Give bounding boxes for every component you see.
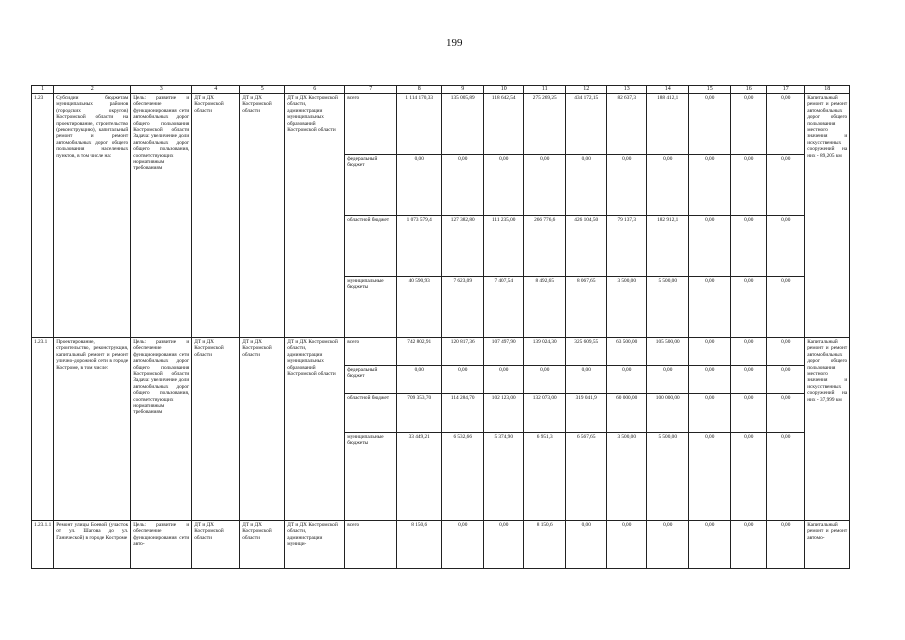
header-cell: 8 <box>397 86 442 94</box>
value-cell: 0,00 <box>689 433 731 521</box>
responsible-cell: ДТ и ДХ Костромской области <box>192 521 240 569</box>
value-cell: 0,00 <box>767 94 805 155</box>
row-number: 1.23.1.1 <box>32 521 54 569</box>
value-cell: 5 374,90 <box>484 433 524 521</box>
source-label: муниципальные бюджеты <box>345 277 397 338</box>
value-cell: 0,00 <box>731 521 767 569</box>
value-cell: 0,00 <box>731 216 767 277</box>
value-cell: 1 114 170,33 <box>397 94 442 155</box>
value-cell: 8 492,65 <box>524 277 566 338</box>
value-cell: 0,00 <box>607 366 647 394</box>
table-row <box>32 94 850 155</box>
value-cell: 0,00 <box>767 216 805 277</box>
value-cell: 0,00 <box>689 277 731 338</box>
value-cell: 0,00 <box>731 155 767 216</box>
value-cell: 182 912,1 <box>647 216 689 277</box>
header-cell: 17 <box>767 86 805 94</box>
value-cell: 8 067,65 <box>566 277 607 338</box>
goal-text: Цель: развитие и обеспечение функционирования сети автомобильных дорог общего пользования Костромской области Задача: увеличение доли автомобильных дорог общего пользования, соответствующих нормативным требованиям <box>131 94 192 338</box>
value-cell: 0,00 <box>731 277 767 338</box>
source-label: всего <box>345 338 397 366</box>
value-cell: 0,00 <box>442 155 484 216</box>
header-cell: 14 <box>647 86 689 94</box>
customer-cell: ДТ и ДХ Костромской области <box>240 94 285 338</box>
value-cell: 5 500,00 <box>647 433 689 521</box>
header-cell: 18 <box>805 86 850 94</box>
value-cell: 709 353,70 <box>397 394 442 433</box>
header-cell: 11 <box>524 86 566 94</box>
value-cell: 0,00 <box>767 366 805 394</box>
goal-text: Цель: развитие и обеспечение функционирования сети автомобильных дорог общего пользования Костромской области Задача: увеличение доли автомобильных дорог общего пользования, соответствующих нормативным требованиям <box>131 338 192 521</box>
value-cell: 0,00 <box>731 366 767 394</box>
value-cell: 0,00 <box>647 155 689 216</box>
value-cell: 0,00 <box>607 155 647 216</box>
value-cell: 0,00 <box>524 366 566 394</box>
value-cell: 0,00 <box>442 521 484 569</box>
value-cell: 118 642,54 <box>484 94 524 155</box>
value-cell: 1 073 579,4 <box>397 216 442 277</box>
value-cell: 100 000,00 <box>647 394 689 433</box>
header-cell: 7 <box>345 86 397 94</box>
goal-text: Цель: развитие и обеспечение функционирования сети авто- <box>131 521 192 569</box>
value-cell: 33 449,21 <box>397 433 442 521</box>
value-cell: 0,00 <box>484 366 524 394</box>
value-cell: 3 500,00 <box>607 433 647 521</box>
header-cell: 12 <box>566 86 607 94</box>
header-cell: 5 <box>240 86 285 94</box>
header-cell: 15 <box>689 86 731 94</box>
source-label: муниципальные бюджеты <box>345 433 397 521</box>
value-cell: 0,00 <box>647 366 689 394</box>
value-cell: 0,00 <box>689 94 731 155</box>
header-cell: 2 <box>54 86 131 94</box>
value-cell: 0,00 <box>442 366 484 394</box>
value-cell: 0,00 <box>767 433 805 521</box>
value-cell: 7 407,54 <box>484 277 524 338</box>
value-cell: 325 609,55 <box>566 338 607 366</box>
row-number: 1.23.1 <box>32 338 54 521</box>
executor-cell: ДТ и ДХ Костромской области, администрации муниципальных образований Костромской области <box>285 94 345 338</box>
value-cell: 0,00 <box>689 216 731 277</box>
value-cell: 7 623,09 <box>442 277 484 338</box>
value-cell: 114 284,70 <box>442 394 484 433</box>
source-label: областной бюджет <box>345 216 397 277</box>
row-number: 1.23 <box>32 94 54 338</box>
value-cell: 105 500,00 <box>647 338 689 366</box>
value-cell: 8 150,6 <box>397 521 442 569</box>
measure-name: Проектирование, строительство, реконструкция, капитальный ремонт и ремонт улично-дорожной сети в городе Костроме, в том числе: <box>54 338 131 521</box>
budget-table <box>31 85 850 569</box>
value-cell: 8 150,6 <box>524 521 566 569</box>
value-cell: 40 590,93 <box>397 277 442 338</box>
header-row <box>32 86 850 94</box>
value-cell: 0,00 <box>689 155 731 216</box>
value-cell: 63 500,00 <box>607 338 647 366</box>
header-cell: 6 <box>285 86 345 94</box>
value-cell: 5 500,00 <box>647 277 689 338</box>
value-cell: 319 041,9 <box>566 394 607 433</box>
responsible-cell: ДТ и ДХ Костромской области <box>192 338 240 521</box>
responsible-cell: ДТ и ДХ Костромской области <box>192 94 240 338</box>
value-cell: 6 532,66 <box>442 433 484 521</box>
result-text: Капитальный ремонт и ремонт автомо- <box>805 521 850 569</box>
measure-name: Ремонт улицы Боевой (участок от ул. Шагова до ул. Ганической) в городе Костроме <box>54 521 131 569</box>
value-cell: 0,00 <box>689 338 731 366</box>
value-cell: 0,00 <box>397 155 442 216</box>
value-cell: 0,00 <box>566 366 607 394</box>
header-cell: 1 <box>32 86 54 94</box>
header-cell: 10 <box>484 86 524 94</box>
value-cell: 0,00 <box>484 521 524 569</box>
value-cell: 120 817,36 <box>442 338 484 366</box>
value-cell: 0,00 <box>731 94 767 155</box>
value-cell: 0,00 <box>689 366 731 394</box>
executor-cell: ДТ и ДХ Костромской области, администрации муниципальных образований Костромской области <box>285 338 345 521</box>
header-cell: 4 <box>192 86 240 94</box>
header-cell: 3 <box>131 86 192 94</box>
value-cell: 0,00 <box>524 155 566 216</box>
source-label: областной бюджет <box>345 394 397 433</box>
measure-name: Субсидии бюджетам муниципальных районов (городских округов) Костромской области на проектирование, строительство (реконструкцию), капитальный ремонт и ремонт автомобильных дорог общего пользования населенных пунктов, в том числе на: <box>54 94 131 338</box>
value-cell: 426 104,50 <box>566 216 607 277</box>
value-cell: 0,00 <box>767 394 805 433</box>
source-label: федеральный бюджет <box>345 366 397 394</box>
value-cell: 82 637,3 <box>607 94 647 155</box>
value-cell: 6 951,3 <box>524 433 566 521</box>
value-cell: 107 497,90 <box>484 338 524 366</box>
value-cell: 0,00 <box>647 521 689 569</box>
value-cell: 0,00 <box>484 155 524 216</box>
value-cell: 275 269,25 <box>524 94 566 155</box>
value-cell: 3 500,00 <box>607 277 647 338</box>
value-cell: 742 802,91 <box>397 338 442 366</box>
value-cell: 135 005,89 <box>442 94 484 155</box>
value-cell: 139 024,30 <box>524 338 566 366</box>
value-cell: 79 137,3 <box>607 216 647 277</box>
value-cell: 0,00 <box>767 521 805 569</box>
value-cell: 111 235,00 <box>484 216 524 277</box>
value-cell: 0,00 <box>689 394 731 433</box>
customer-cell: ДТ и ДХ Костромской области <box>240 521 285 569</box>
executor-cell: ДТ и ДХ Костромской области, администрации муници- <box>285 521 345 569</box>
value-cell: 102 123,00 <box>484 394 524 433</box>
header-cell: 13 <box>607 86 647 94</box>
value-cell: 60 000,00 <box>607 394 647 433</box>
source-label: федеральный бюджет <box>345 155 397 216</box>
page-number: 199 <box>446 37 463 49</box>
value-cell: 266 776,6 <box>524 216 566 277</box>
table-row <box>32 521 850 569</box>
value-cell: 132 073,00 <box>524 394 566 433</box>
value-cell: 6 567,65 <box>566 433 607 521</box>
value-cell: 0,00 <box>566 521 607 569</box>
value-cell: 0,00 <box>607 521 647 569</box>
value-cell: 0,00 <box>767 277 805 338</box>
result-text: Капитальный ремонт и ремонт автомобильных дорог общего пользования местного значения и искусственных сооружений на них - 89,205 км <box>805 94 850 338</box>
value-cell: 0,00 <box>689 521 731 569</box>
value-cell: 0,00 <box>566 155 607 216</box>
value-cell: 0,00 <box>731 394 767 433</box>
value-cell: 0,00 <box>731 338 767 366</box>
value-cell: 0,00 <box>397 366 442 394</box>
value-cell: 0,00 <box>767 338 805 366</box>
header-cell: 9 <box>442 86 484 94</box>
result-text: Капитальный ремонт и ремонт автомобильных дорог общего пользования местного значения и искусственных сооружений на них - 37,999 км <box>805 338 850 521</box>
source-label: всего <box>345 521 397 569</box>
value-cell: 127 382,80 <box>442 216 484 277</box>
source-label: всего <box>345 94 397 155</box>
header-cell: 16 <box>731 86 767 94</box>
customer-cell: ДТ и ДХ Костромской области <box>240 338 285 521</box>
value-cell: 434 172,15 <box>566 94 607 155</box>
value-cell: 188 412,1 <box>647 94 689 155</box>
value-cell: 0,00 <box>767 155 805 216</box>
value-cell: 0,00 <box>731 433 767 521</box>
table-row <box>32 338 850 366</box>
